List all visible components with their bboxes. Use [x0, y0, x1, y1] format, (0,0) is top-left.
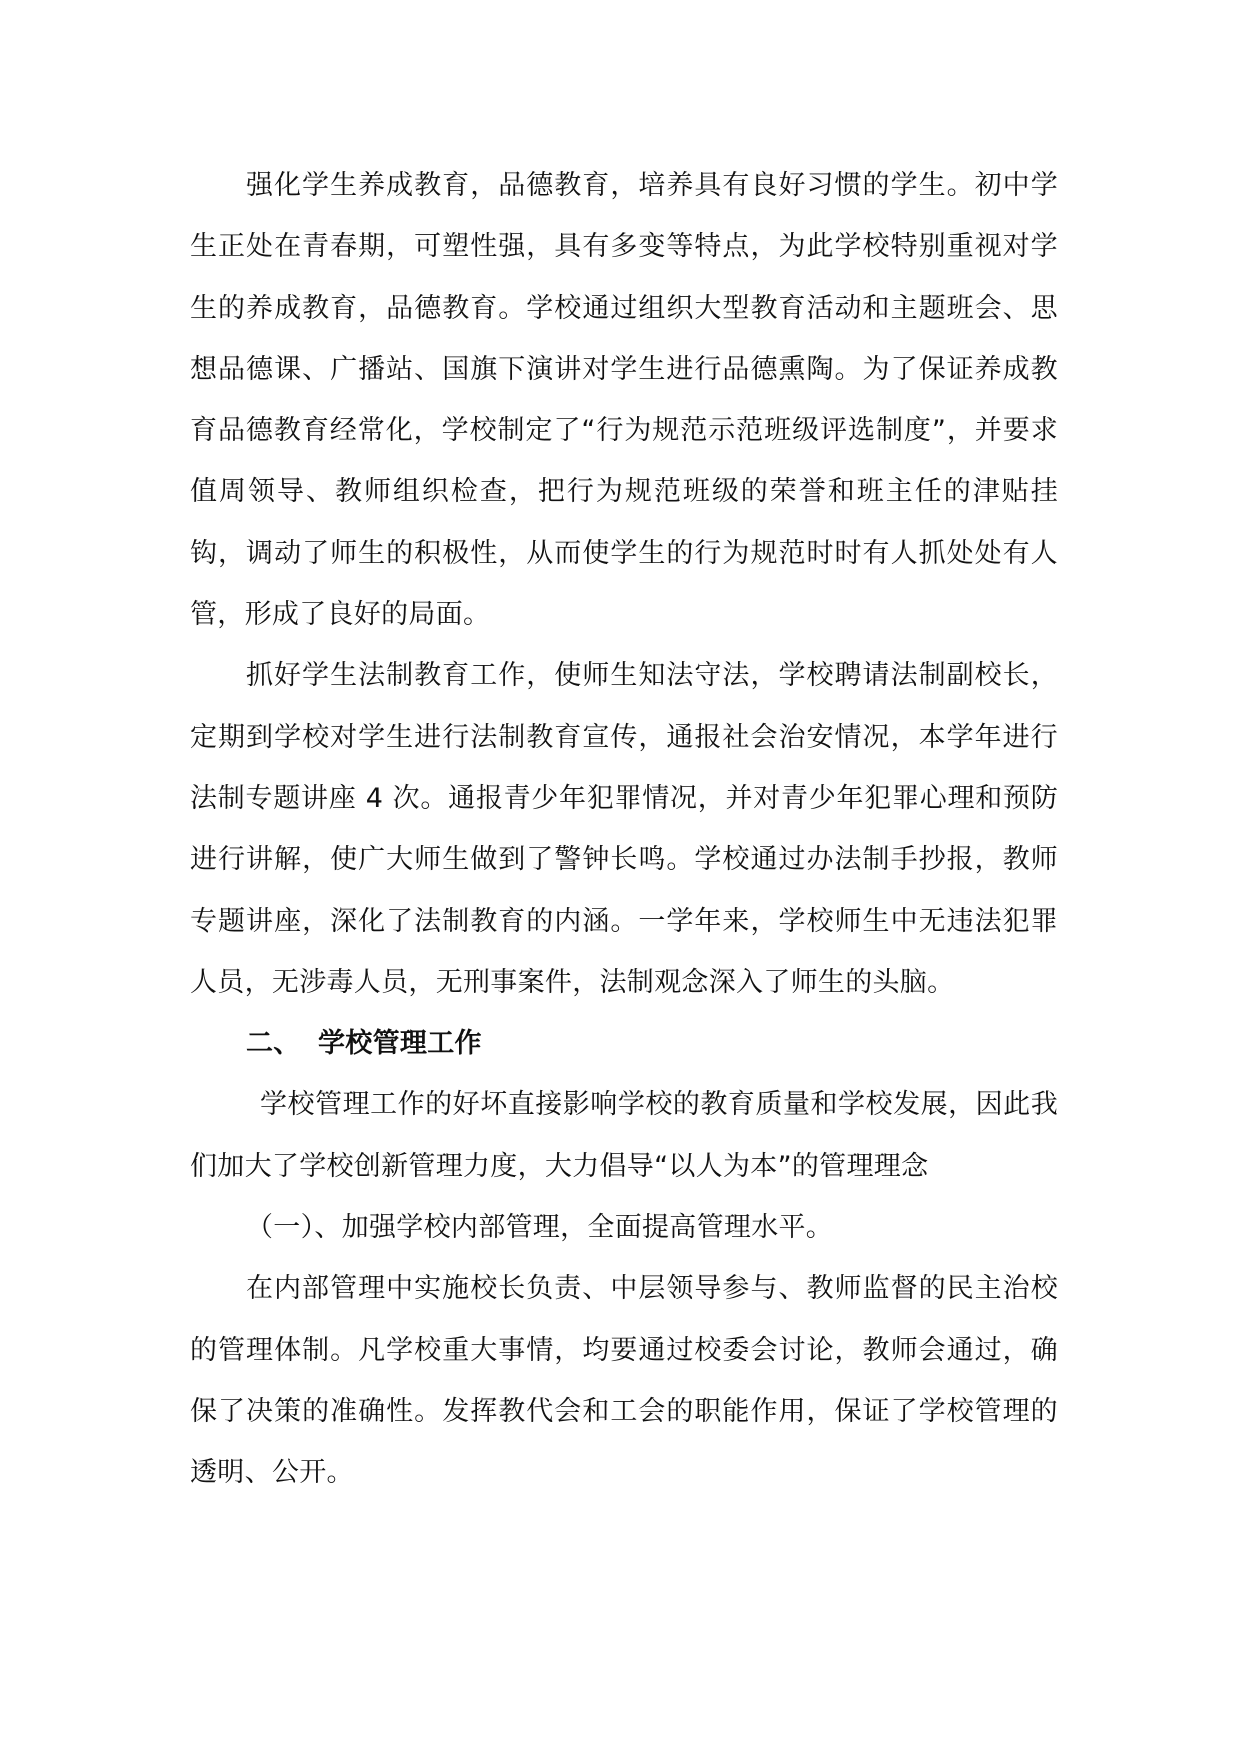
- section-heading: [190, 1013, 1058, 1074]
- section-title: 学校管理工作: [318, 1028, 482, 1060]
- subsection-heading: （一）、加强学校内部管理，全面提高管理水平。: [246, 1212, 834, 1244]
- paragraph-management-intro: 学校管理工作的好坏直接影响学校的教育质量和学校发展，因此我们加大了学校创新管理力度，大力倡导“以人为本”的管理理念: [190, 1089, 1058, 1182]
- paragraph-habit-education: 强化学生养成教育，品德教育，培养具有良好习惯的学生。初中学生正处在青春期，可塑性强，具有多变等特点，为此学校特别重视对学生的养成教育，品德教育。学校通过组织大型教育活动和主题班会、思想品德课、广播站、国旗下演讲对学生进行品德熏陶。为了保证养成教育品德教育经常化，学校制定了“行为规范示范班级评选制度”，并要求值周领导、教师组织检查，把行为规范班级的荣誉和班主任的津贴挂钩，调动了师生的积极性，从而使学生的行为规范时时有人抓处处有人管，形成了良好的局面。: [190, 170, 1058, 631]
- document-body: [190, 155, 1058, 1504]
- paragraph-legal-education: 抓好学生法制教育工作，使师生知法守法，学校聘请法制副校长，定期到学校对学生进行法制教育宣传，通报社会治安情况，本学年进行法制专题讲座 4 次。通报青少年犯罪情况，并对青少年犯罪心理和预防进行讲解，使广大师生做到了警钟长鸣。学校通过办法制手抄报，教师专题讲座，深化了法制教育的内涵。一学年来，学校师生中无违法犯罪人员，无涉毒人员，无刑事案件，法制观念深入了师生的头脑。: [190, 660, 1058, 998]
- section-number: 二、: [246, 1028, 301, 1060]
- paragraph-internal-management: 在内部管理中实施校长负责、中层领导参与、教师监督的民主治校的管理体制。凡学校重大事情，均要通过校委会讨论，教师会通过，确保了决策的准确性。发挥教代会和工会的职能作用，保证了学校管理的透明、公开。: [190, 1273, 1058, 1489]
